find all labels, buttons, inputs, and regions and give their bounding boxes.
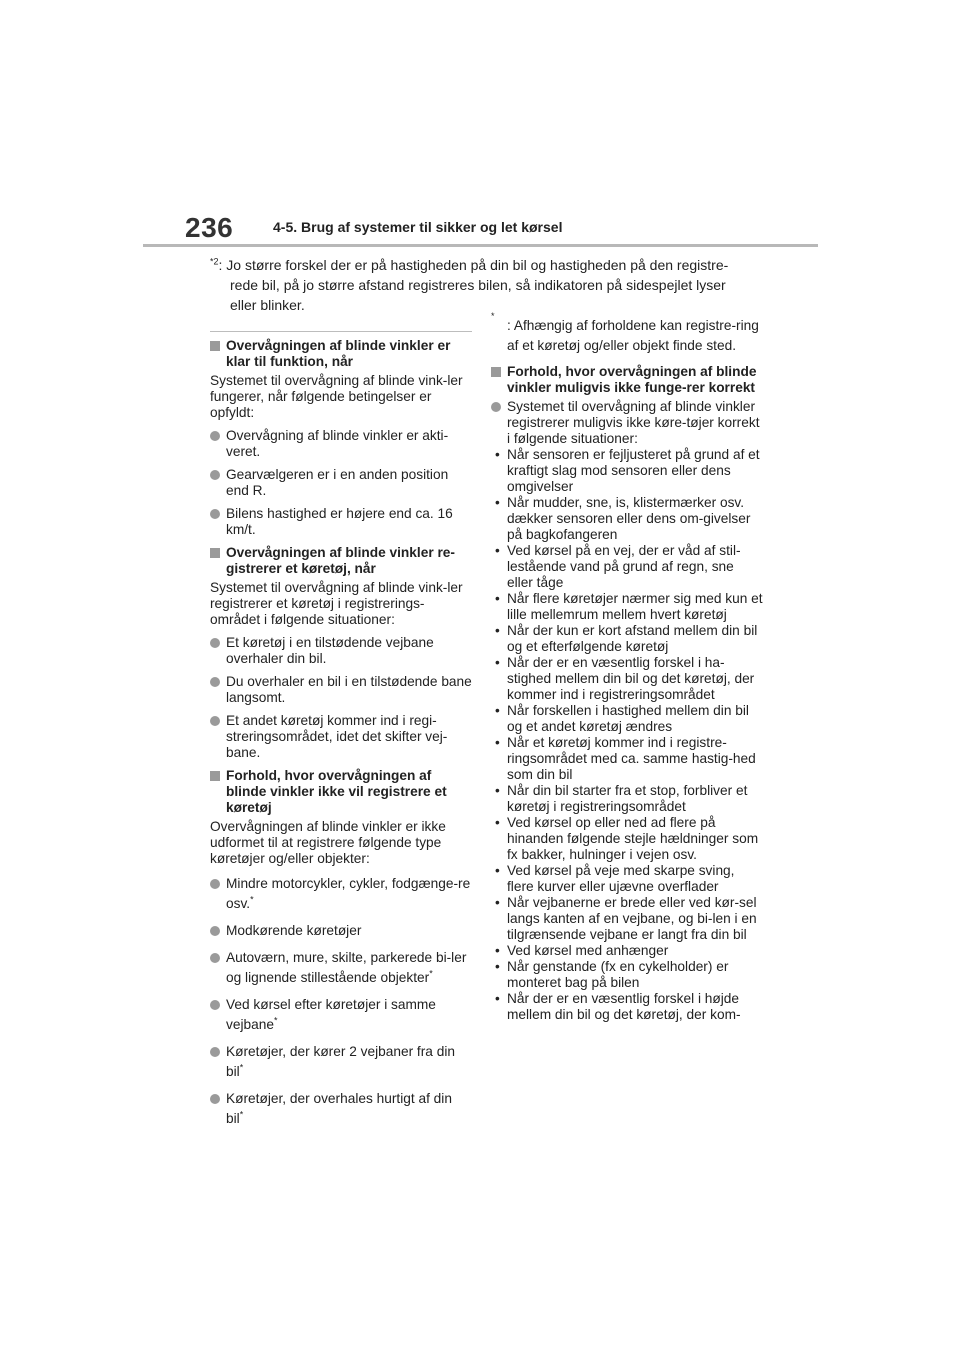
dot-bullet: • — [495, 703, 500, 718]
condition-item — [491, 943, 763, 959]
circle-bullet-icon — [210, 638, 220, 648]
asterisk-mark: * — [429, 968, 433, 979]
paragraph: Systemet til overvågning af blinde vink-ler fungerer, når følgende betingelser er opfyldt: — [210, 373, 463, 420]
list-item-text: Modkørende køretøjer — [226, 923, 362, 938]
circle-bullet-icon — [210, 926, 220, 936]
circle-bullet-icon — [491, 402, 501, 412]
paragraph: Systemet til overvågning af blinde vink-ler registrerer et køretøj i registrerings-området i følgende situationer: — [210, 580, 463, 627]
list-item-text: Systemet til overvågning af blinde vinkler registrerer muligvis ikke køre-tøjer korrekt i følgende situationer: — [507, 399, 760, 446]
list-item — [210, 467, 472, 499]
condition-item — [491, 447, 763, 495]
square-bullet-icon — [210, 771, 220, 781]
footnote-text: : Afhængig af forholdene kan registre-ring af et køretøj og/eller objekt finde sted. — [507, 318, 759, 353]
condition-item — [491, 783, 763, 815]
dot-bullet: • — [495, 735, 500, 750]
top-footnote-line-2: rede bil, på jo større afstand registreres bilen, så indikatoren på sidespejlet lyser — [230, 277, 726, 293]
condition-item — [491, 703, 763, 735]
condition-item — [491, 863, 763, 895]
asterisk-footnote: * : Afhængig af forholdene kan registre-ring af et køretøj og/eller objekt finde sted. — [491, 311, 759, 353]
asterisk-mark: * — [239, 1062, 244, 1073]
dot-bullet: • — [495, 943, 500, 958]
condition-text: Når mudder, sne, is, klistermærker osv. dækker sensoren eller dens om-givelser på bagkofangeren — [507, 495, 751, 542]
dot-bullet: • — [495, 991, 500, 1006]
circle-bullet-icon — [210, 1094, 220, 1104]
list-item — [210, 428, 472, 460]
dot-bullet: • — [495, 895, 500, 910]
column-divider — [210, 331, 472, 332]
condition-text: Når sensoren er fejljusteret på grund af et kraftigt slag mod sensoren eller dens omgivelser — [507, 447, 760, 494]
list-item-text: Køretøjer, der overhales hurtigt af din bil — [226, 1091, 452, 1126]
dot-bullet: • — [495, 495, 500, 510]
dot-bullet: • — [495, 655, 500, 670]
heading-text: Forhold, hvor overvågningen af blinde vinkler muligvis ikke funge-rer korrekt — [507, 364, 757, 395]
dot-bullet: • — [495, 863, 500, 878]
list-item — [210, 948, 472, 988]
circle-bullet-icon — [210, 1047, 220, 1057]
condition-item — [491, 543, 763, 591]
list-item-text: Køretøjer, der kører 2 vejbaner fra din bil — [226, 1044, 455, 1079]
list-item — [491, 399, 763, 447]
top-footnote-text-1: : Jo større forskel der er på hastigheden på din bil og hastigheden på den registre- — [218, 257, 729, 273]
list-item — [210, 506, 472, 538]
condition-text: Når et køretøj kommer ind i registre-ringsområdet med ca. samme hastig-hed som din bil — [507, 735, 756, 782]
condition-text: Når der er en væsentlig forskel i ha-stighed mellem din bil og det køretøj, der kommer ind i registreringsområdet — [507, 655, 755, 702]
list-item — [210, 995, 472, 1035]
list-item-text: Du overhaler en bil i en tilstødende bane langsomt. — [226, 674, 472, 705]
square-bullet-icon — [210, 341, 220, 351]
dot-bullet: • — [495, 815, 500, 830]
top-footnote-line-1 — [210, 255, 760, 275]
dot-bullet: • — [495, 959, 500, 974]
condition-text: Når genstande (fx en cykelholder) er monteret bag på bilen — [507, 959, 729, 990]
condition-item — [491, 623, 763, 655]
list-item-text: Mindre motorcykler, cykler, fodgænge-re osv. — [226, 876, 471, 911]
condition-item — [491, 495, 763, 543]
dot-bullet: • — [495, 783, 500, 798]
paragraph: Overvågningen af blinde vinkler er ikke udformet til at registrere følgende type køretøjer og/eller objekter: — [210, 819, 446, 866]
heading-text: Overvågningen af blinde vinkler re-gistrerer et køretøj, når — [226, 545, 455, 576]
page-number: 236 — [185, 212, 234, 243]
circle-bullet-icon — [210, 953, 220, 963]
heading-may-not-work — [491, 364, 763, 396]
circle-bullet-icon — [210, 716, 220, 726]
list-item-text: Et køretøj i en tilstødende vejbane overhaler din bil. — [226, 635, 434, 666]
condition-item — [491, 735, 763, 783]
asterisk-mark: * — [273, 1015, 278, 1026]
condition-text: Ved kørsel på en vej, der er våd af stil-lestående vand på grund af regn, sne eller tåge — [507, 543, 741, 590]
condition-text: Når din bil starter fra et stop, forbliver et køretøj i registreringsområdet — [507, 783, 748, 814]
circle-bullet-icon — [210, 1000, 220, 1010]
circle-bullet-icon — [210, 879, 220, 889]
list-item — [210, 921, 472, 941]
section-title: 4-5. Brug af systemer til sikker og let kørsel — [273, 219, 563, 235]
condition-text: Ved kørsel på veje med skarpe sving, flere kurver eller ujævne overflader — [507, 863, 735, 894]
dot-bullet: • — [495, 543, 500, 558]
condition-item — [491, 959, 763, 991]
list-item — [210, 1089, 472, 1129]
dot-bullet: • — [495, 591, 500, 606]
list-item-text: Et andet køretøj kommer ind i regi-streringsområdet, idet det skifter vej-bane. — [226, 713, 448, 760]
heading-not-detect — [210, 768, 472, 816]
condition-text: Når vejbanerne er brede eller ved kør-sel langs kanten af en vejbane, og bi-len i en tilgrænsende vejbane er langt fra din bil — [507, 895, 757, 942]
footnote-mark: *2 — [210, 256, 219, 267]
condition-text: Når der er en væsentlig forskel i højde mellem din bil og det køretøj, der kom- — [507, 991, 741, 1022]
list-item-text: Ved kørsel efter køretøjer i samme vejbane — [226, 997, 436, 1032]
circle-bullet-icon — [210, 431, 220, 441]
list-item — [210, 1042, 472, 1082]
asterisk-mark: * — [250, 894, 254, 905]
condition-text: Ved kørsel op eller ned ad flere på hinanden følgende stejle hældninger som fx bakker, hulninger i vejen osv. — [507, 815, 759, 862]
condition-text: Når forskellen i hastighed mellem din bil og et andet køretøj ændres — [507, 703, 749, 734]
condition-text: Ved kørsel med anhænger — [507, 943, 669, 958]
asterisk-mark: * — [239, 1109, 244, 1120]
top-footnote-line-3: eller blinker. — [230, 297, 305, 313]
list-item-text: Autoværn, mure, skilte, parkerede bi-ler og lignende stillestående objekter — [226, 950, 467, 985]
condition-item — [491, 991, 763, 1023]
list-item — [210, 635, 472, 667]
list-item-text: Bilens hastighed er højere end ca. 16 km/t. — [226, 506, 453, 537]
condition-list — [491, 447, 763, 1023]
circle-bullet-icon — [210, 509, 220, 519]
condition-item — [491, 591, 763, 623]
condition-item — [491, 655, 763, 703]
condition-text: Når flere køretøjer nærmer sig med kun et lille mellemrum mellem hvert køretøj — [507, 591, 763, 622]
heading-detects — [210, 545, 472, 577]
header-rule — [143, 244, 818, 247]
list-item-text: Overvågning af blinde vinkler er akti-veret. — [226, 428, 449, 459]
heading-ready — [210, 338, 472, 370]
left-column — [210, 331, 472, 1136]
condition-item — [491, 895, 763, 943]
list-item-text: Gearvælgeren er i en anden position end R. — [226, 467, 449, 498]
list-item — [210, 674, 472, 706]
dot-bullet: • — [495, 447, 500, 462]
square-bullet-icon — [210, 548, 220, 558]
square-bullet-icon — [491, 367, 501, 377]
circle-bullet-icon — [210, 677, 220, 687]
list-item — [210, 874, 472, 914]
condition-text: Når der kun er kort afstand mellem din bil og et efterfølgende køretøj — [507, 623, 758, 654]
top-footnote — [210, 255, 760, 315]
right-column — [491, 311, 763, 1023]
condition-item — [491, 815, 763, 863]
heading-text: Overvågningen af blinde vinkler er klar til funktion, når — [226, 338, 451, 369]
list-item — [210, 713, 472, 761]
heading-text: Forhold, hvor overvågningen af blinde vinkler ikke vil registrere et køretøj — [226, 768, 447, 815]
dot-bullet: • — [495, 623, 500, 638]
circle-bullet-icon — [210, 470, 220, 480]
